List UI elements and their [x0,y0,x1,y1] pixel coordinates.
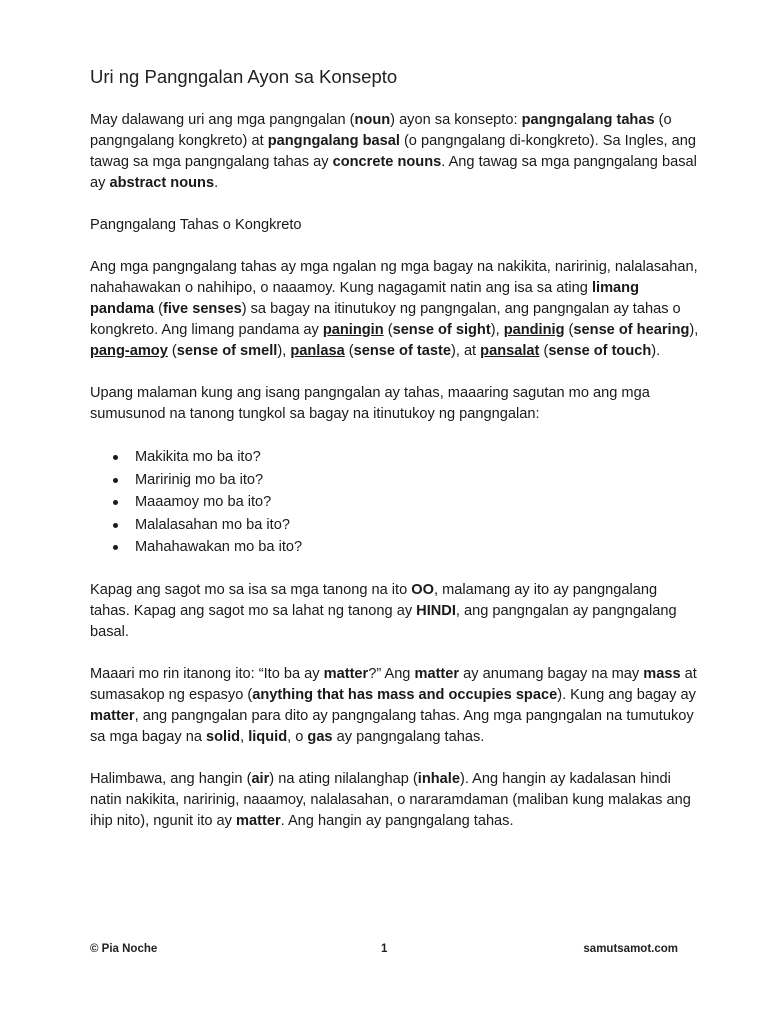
list-item: Maririnig mo ba ito? [112,469,700,492]
questions-intro-paragraph: Upang malaman kung ang isang pangngalan ay tahas, maaaring sagutan mo ang mga sumusunod na tanong tungkol sa bagay na itinutukoy ng pangngalan: [90,385,650,422]
page-footer [90,943,678,961]
section-heading: Pangngalang Tahas o Kongkreto [90,217,302,233]
list-item: Mahahawakan mo ba ito? [112,536,700,559]
page-title: Uri ng Pangngalan Ayon sa Konsepto [90,66,398,87]
list-item: Malalasahan mo ba ito? [112,514,700,537]
list-item: Makikita mo ba ito? [112,446,700,469]
questions-list [90,446,700,559]
senses-paragraph: Ang mga pangngalang tahas ay mga ngalan ng mga bagay na nakikita, naririnig, nalalasahan, nahahawakan o nahihipo, o naaamoy. Kung nagagamit natin ang isa sa ating limang pandama (five senses) sa bagay na itinutukoy ng pangngalan, ang pangngalan ay tahas o kongkreto. Ang limang pandama ay paningin (sense of sight), pandinig (sense of hearing), pang-amoy (sense of smell), panlasa (sense of taste), at pansalat (sense of touch). [90,259,699,359]
document-body [90,66,700,853]
answer-paragraph: Kapag ang sagot mo sa isa sa mga tanong na ito OO, malamang ay ito ay pangngalang tahas. Kapag ang sagot mo sa lahat ng tanong ay HINDI, ang pangngalan ay pangngalang basal. [90,581,677,640]
footer-page-number: 1 [381,943,388,955]
footer-author: © Pia Noche [90,943,158,955]
footer-website: samutsamot.com [583,943,678,955]
list-item: Maaamoy mo ba ito? [112,491,700,514]
matter-paragraph: Maaari mo rin itanong ito: “Ito ba ay matter?” Ang matter ay anumang bagay na may mass at sumasakop ng espasyo (anything that has mass and occupies space). Kung ang bagay ay matter, ang pangngalan para dito ay pangngalang tahas. Ang mga pangngalan na tumutukoy sa mga bagay na solid, liquid, o gas ay pangngalang tahas. [90,665,697,745]
example-paragraph: Halimbawa, ang hangin (air) na ating nilalanghap (inhale). Ang hangin ay kadalasan hindi natin nakikita, naririnig, naaamoy, nalalasahan, o nararamdaman (maliban kung malakas ang ihip nito), ngunit ito ay matter. Ang hangin ay pangngalang tahas. [90,770,691,829]
intro-paragraph: May dalawang uri ang mga pangngalan (noun) ayon sa konsepto: pangngalang tahas (o pangngalang kongkreto) at pangngalang basal (o pangngalang di-kongkreto). Sa Ingles, ang tawag sa mga pangngalang tahas ay concrete nouns. Ang tawag sa mga pangngalang basal ay abstract nouns. [90,112,697,191]
